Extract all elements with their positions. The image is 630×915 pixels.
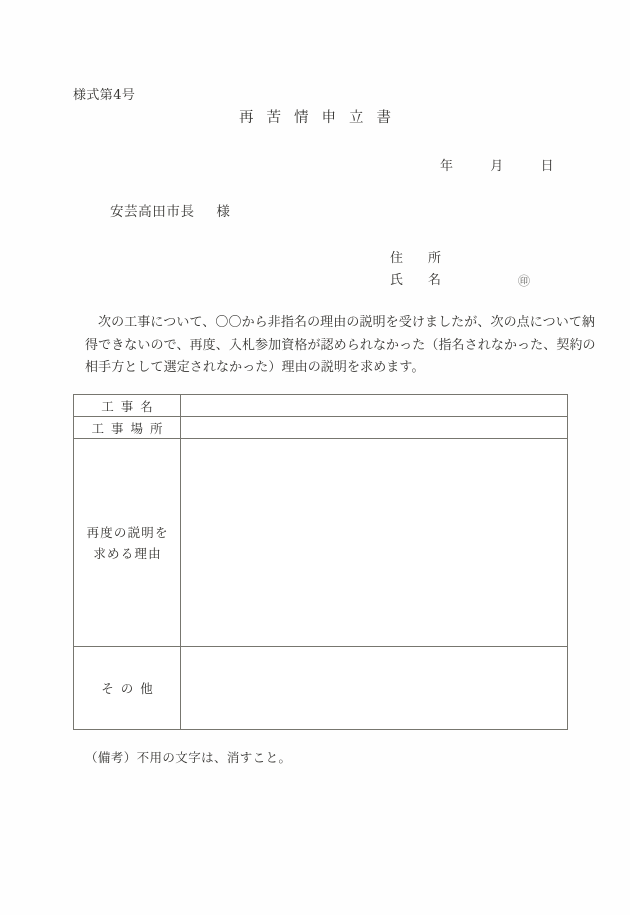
row-value-reason[interactable]	[181, 439, 568, 647]
row-value-other[interactable]	[181, 647, 568, 730]
body-line-3: 相手方として選定されなかった）理由の説明を求めます。	[85, 360, 425, 375]
row-value-construction-place[interactable]	[181, 417, 568, 439]
date-line	[440, 155, 555, 174]
row-label-other	[74, 647, 181, 730]
label-text-line-2: 求める理由	[93, 545, 162, 561]
form-table	[73, 394, 568, 730]
signer-address-row	[390, 248, 447, 270]
date-year-label: 年	[440, 159, 455, 174]
date-day-label: 日	[540, 159, 555, 174]
label-text: 工事名	[101, 398, 160, 414]
addressee-honorific: 様	[216, 204, 231, 220]
signer-block	[390, 248, 531, 292]
signer-name-label: 氏 名	[390, 273, 448, 288]
form-number: 様式第4号	[73, 88, 136, 103]
body-line-2: 得できないので、再度、入札参加資格が認められなかった（指名されなかった、契約の	[85, 337, 596, 353]
label-text-line-1: 再度の説明を	[86, 524, 169, 540]
footer-note: （備考）不用の文字は、消すこと。	[85, 750, 292, 765]
body-line-1: 次の工事について、〇〇から非指名の理由の説明を受けましたが、次の点について納	[98, 315, 596, 330]
row-label-reason	[74, 439, 181, 647]
row-label-construction-name	[74, 395, 181, 417]
addressee-line	[110, 200, 231, 220]
label-text: 工事場所	[91, 420, 170, 436]
body-paragraph	[85, 312, 596, 380]
page-title: 再苦情申立書	[239, 110, 404, 126]
table-row	[74, 439, 568, 647]
seal-icon: ㊞	[518, 274, 531, 288]
row-value-construction-name[interactable]	[181, 395, 568, 417]
signer-address-label: 住 所	[390, 251, 448, 266]
date-month-label: 月	[490, 159, 505, 174]
table-row	[74, 647, 568, 730]
label-text: その他	[101, 681, 160, 696]
table-row	[74, 417, 568, 439]
addressee-recipient: 安芸高田市長	[110, 204, 195, 220]
signer-name-row	[390, 270, 531, 292]
row-label-construction-place	[74, 417, 181, 439]
table-row	[74, 395, 568, 417]
